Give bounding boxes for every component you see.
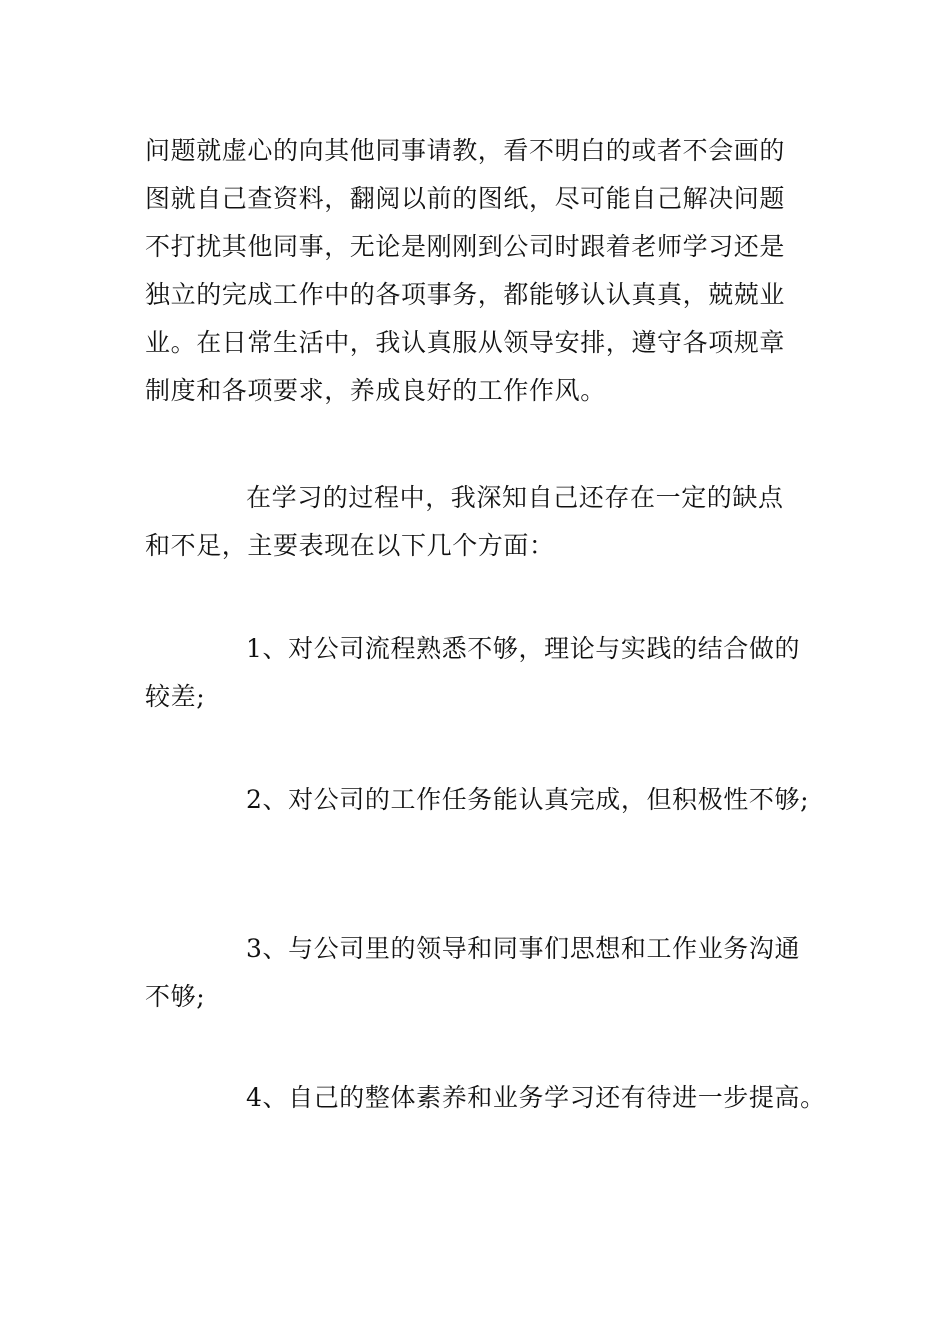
text-line: 业。在日常生活中，我认真服从领导安排，遵守各项规章 (145, 328, 786, 357)
text-line: 2、对公司的工作任务能认真完成，但积极性不够; (246, 785, 810, 814)
text-line: 在学习的过程中，我深知自己还存在一定的缺点 (246, 483, 784, 512)
text-line: 4、自己的整体素养和业务学习还有待进一步提高。 (246, 1083, 826, 1112)
text-line: 和不足，主要表现在以下几个方面： (145, 531, 555, 560)
text-line: 制度和各项要求，养成良好的工作作风。 (145, 376, 606, 405)
text-line: 问题就虚心的向其他同事请教，看不明白的或者不会画的 (145, 136, 786, 165)
text-line: 3、与公司里的领导和同事们思想和工作业务沟通 (246, 934, 801, 963)
text-line: 不打扰其他同事，无论是刚刚到公司时跟着老师学习还是 (145, 232, 786, 261)
text-line: 1、对公司流程熟悉不够，理论与实践的结合做的 (246, 634, 801, 663)
text-line: 图就自己查资料，翻阅以前的图纸，尽可能自己解决问题 (145, 184, 786, 213)
text-line: 不够; (145, 982, 206, 1011)
text-line: 较差; (145, 682, 206, 711)
text-line: 独立的完成工作中的各项事务，都能够认认真真，兢兢业 (145, 280, 786, 309)
